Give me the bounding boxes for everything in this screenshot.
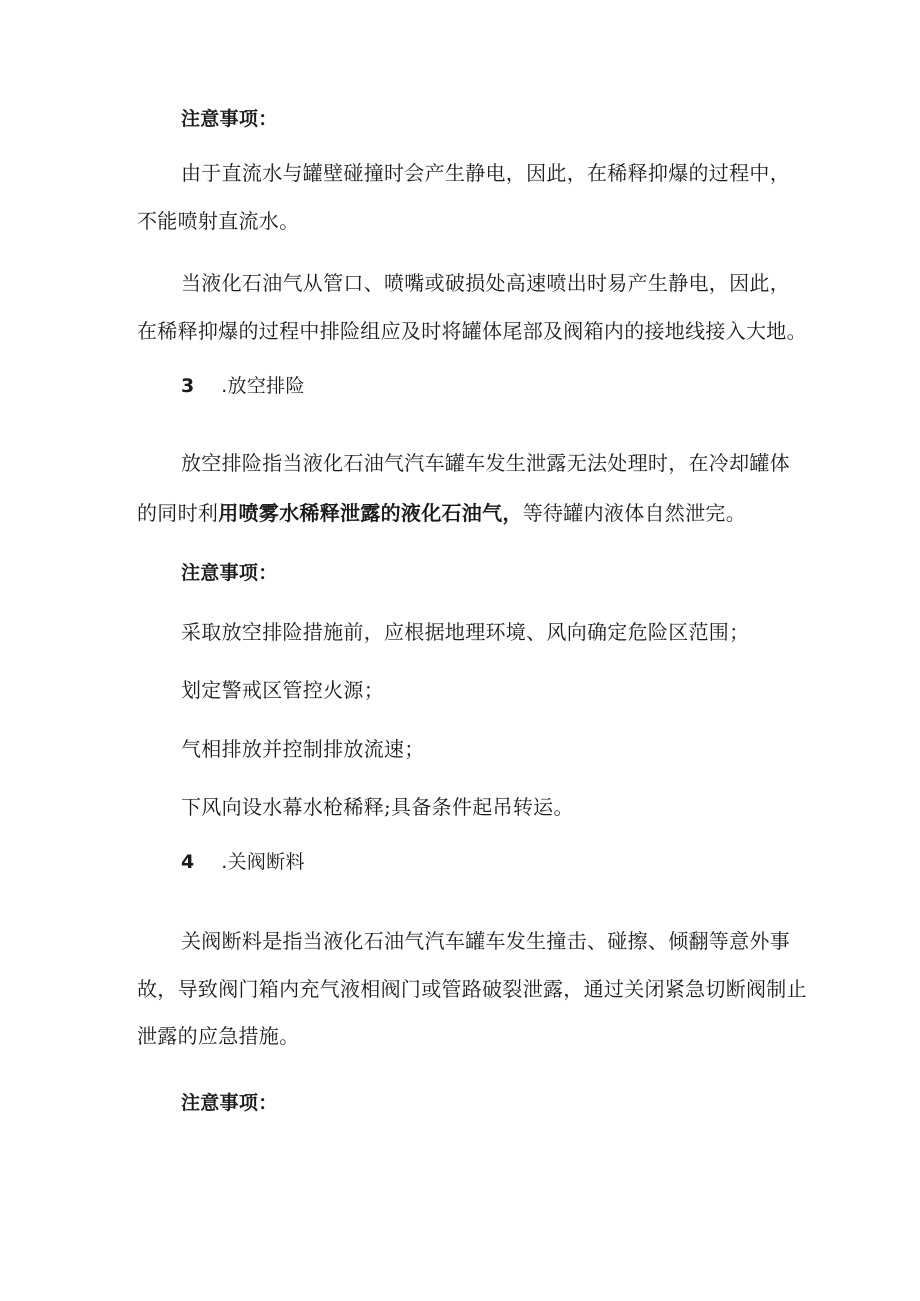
paragraph-line: 当液化石油气从管口、喷嘴或破损处高速喷出时易产生静电，因此， [181, 271, 790, 295]
paragraph-line: 在稀释抑爆的过程中排险组应及时将罐体尾部及阀箱内的接地线接入大地。 [137, 319, 807, 343]
notes-heading: 注意事项： [181, 1092, 278, 1114]
paragraph-text: 的同时利 [137, 501, 219, 525]
note-item: 采取放空排险措施前，应根据地理环境、风向确定危险区范围； [181, 620, 750, 644]
notes-heading: 注意事项： [181, 108, 278, 130]
paragraph-line: 关阀断料是指当液化石油气汽车罐车发生撞击、碰擦、倾翻等意外事 [181, 929, 790, 953]
notes-heading: 注意事项： [181, 562, 278, 584]
paragraph-line: 故，导致阀门箱内充气液相阀门或管路破裂泄露，通过关闭紧急切断阀制止 [137, 977, 807, 1001]
section-heading [181, 849, 305, 875]
paragraph-line: 泄露的应急措施。 [137, 1024, 300, 1048]
section-title: .放空排险 [221, 375, 305, 397]
paragraph-line: 不能喷射直流水。 [137, 209, 300, 233]
note-item: 气相排放并控制排放流速； [181, 737, 425, 761]
section-title: .关阀断料 [221, 851, 305, 873]
emphasis-text: 用喷雾水稀释泄露的液化石油气， [218, 501, 523, 525]
paragraph-line [137, 500, 746, 526]
paragraph-line: 放空排险指当液化石油气汽车罐车发生泄露无法处理时，在冷却罐体 [181, 451, 790, 475]
paragraph-line: 由于直流水与罐壁碰撞时会产生静电，因此，在稀释抑爆的过程中， [181, 161, 790, 185]
section-number: 3 [181, 375, 195, 397]
section-heading [181, 373, 305, 399]
paragraph-text: 等待罐内液体自然泄完。 [522, 501, 747, 525]
note-item: 下风向设水幕水枪稀释;具备条件起吊转运。 [181, 795, 574, 819]
section-number: 4 [181, 851, 195, 873]
note-item: 划定警戒区管控火源； [181, 678, 384, 702]
